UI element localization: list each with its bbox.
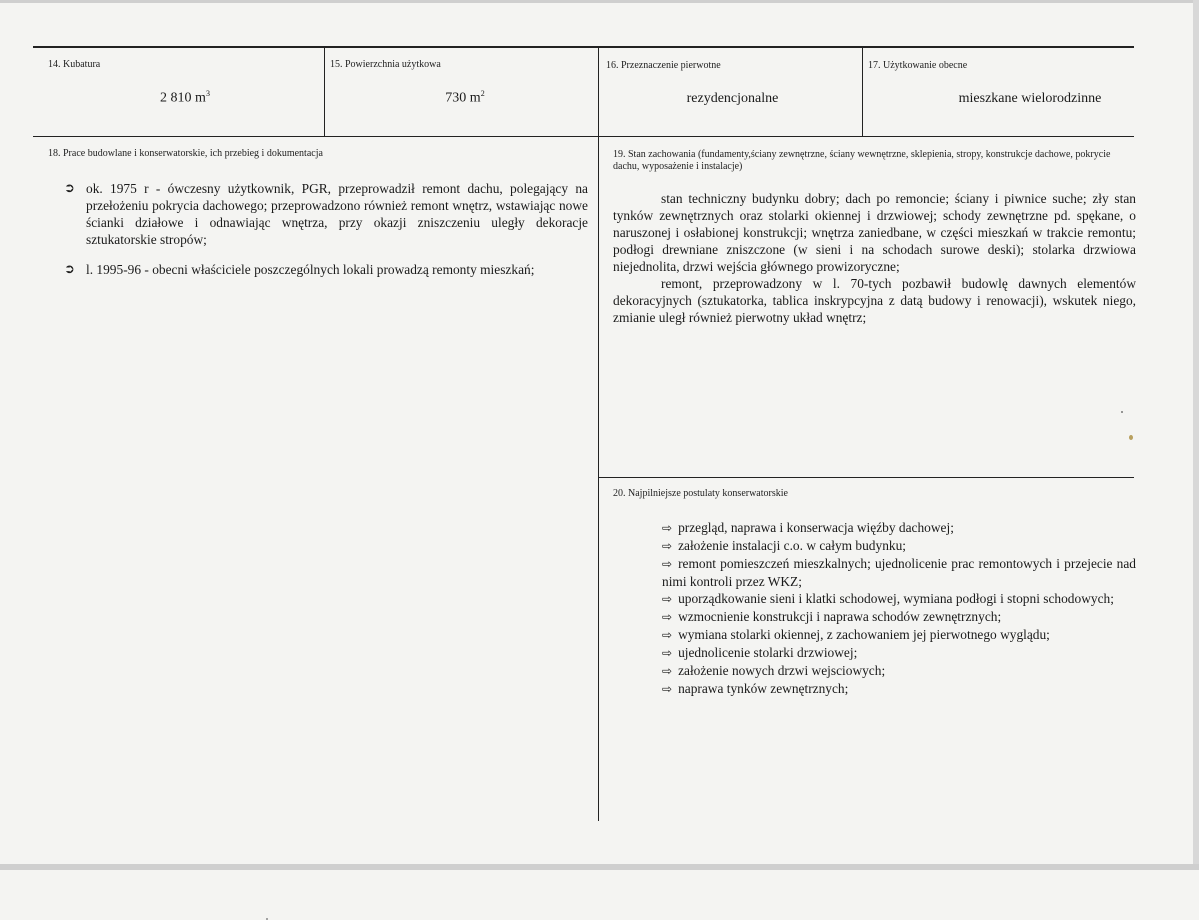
arrow-right-icon: ⇨ [662, 646, 673, 660]
postulat-item [662, 680, 1136, 698]
stan-paragraph: stan techniczny budynku dobry; dach po remoncie; ściany i piwnice suche; zły stan tynków zewnętrznych oraz stolarki okiennej i drzwiowej; schody zewnętrzne pd. spękane, o naruszonej i osłabionej konstrukcji; wnętrza zaniedbane, w części mieszkań w trakcie remontu; podłogi drewniane zniszczone (w sieni i na schodach surowe deski); stolarka drzwiowa niejednolita, drzwi wejścia głównego prowizoryczne; [613, 191, 1136, 274]
postulat-item [662, 608, 1136, 626]
kubatura-label: 14. Kubatura [48, 59, 101, 70]
postulat-item-text: ujednolicenie stolarki drzwiowej; [678, 645, 858, 660]
col-divider-1 [324, 47, 325, 136]
postulat-item [662, 519, 1136, 537]
kubatura-number: 2 810 m [160, 90, 206, 106]
arrow-right-icon: ⇨ [662, 610, 673, 624]
postulat-item-text: wzmocnienie konstrukcji i naprawa schodów zewnętrznych; [678, 609, 1002, 624]
arrow-right-icon: ⇨ [662, 628, 673, 642]
arrow-right-icon: ⇨ [662, 557, 673, 571]
uzytkowanie-label: 17. Użytkowanie obecne [868, 60, 968, 71]
postulat-item [662, 555, 1136, 590]
postulat-item [662, 626, 1136, 644]
page-edge-right [1193, 0, 1199, 870]
prace-list [56, 180, 588, 291]
postulat-item-text: remont pomieszczeń mieszkalnych; ujednolicenie prac remontowych i przejecie nad nimi kontroli przez WKZ; [662, 556, 1136, 589]
bullet-arrow-icon: ➲ [64, 181, 75, 196]
postulat-item-text: uporządkowanie sieni i klatki schodowej, wymiana podłogi i stopni schodowych; [678, 591, 1114, 606]
postulat-item [662, 590, 1136, 608]
bullet-arrow-icon: ➲ [64, 262, 75, 277]
uzytkowanie-value: mieszkane wielorodzinne [958, 91, 1102, 106]
col-divider-2 [598, 47, 599, 821]
stan-text [613, 190, 1136, 326]
postulat-item-text: naprawa tynków zewnętrznych; [678, 681, 849, 696]
postulat-item-text: założenie nowych drzwi wejsciowych; [678, 663, 886, 678]
powierzchnia-unit-exponent: 2 [480, 89, 485, 98]
postulat-item-text: założenie instalacji c.o. w całym budynku; [678, 538, 906, 553]
col-divider-3 [862, 47, 863, 136]
powierzchnia-label: 15. Powierzchnia użytkowa [330, 59, 441, 70]
powierzchnia-number: 730 m [445, 90, 481, 106]
kubatura-unit-exponent: 3 [205, 89, 210, 98]
kubatura-value [130, 89, 240, 107]
prace-label: 18. Prace budowlane i konserwatorskie, ich przebieg i dokumentacja [48, 148, 323, 159]
prace-item-text: ok. 1975 r - ówczesny użytkownik, PGR, przeprowadził remont dachu, polegający na przełożeniu pokrycia dachowego; przeprowadzono również remont wnętrz, wstawiając nowe ścianki działowe i odnawiając wnętrza, przy okazji zniszczeniu uległy dekoracje sztukatorskie stropów; [86, 181, 588, 247]
paper-speck [1121, 411, 1123, 413]
prace-item [56, 261, 588, 278]
page-edge-top [0, 0, 1199, 3]
top-border [33, 46, 1134, 48]
prace-item-text: l. 1995-96 - obecni właściciele poszczególnych lokali prowadzą remonty mieszkań; [86, 262, 535, 277]
page-edge-bottom [0, 864, 1199, 870]
row1-bottom-border [33, 136, 1134, 137]
arrow-right-icon: ⇨ [662, 539, 673, 553]
postulaty-label: 20. Najpilniejsze postulaty konserwatorskie [613, 488, 788, 499]
postulat-item [662, 662, 1136, 680]
arrow-right-icon: ⇨ [662, 592, 673, 606]
postulat-item [662, 537, 1136, 555]
stan-label: 19. Stan zachowania (fundamenty,ściany zewnętrzne, ściany wewnętrzne, sklepienia, stropy, konstrukcje dachowe, pokrycie dachu, wyposażenie i instalacje) [613, 149, 1111, 172]
postulat-item [662, 644, 1136, 662]
paper-speck [1129, 435, 1133, 440]
arrow-right-icon: ⇨ [662, 682, 673, 696]
przeznaczenie-label: 16. Przeznaczenie pierwotne [606, 60, 721, 71]
prace-item [56, 180, 588, 248]
section19-bottom-border [598, 477, 1134, 478]
przeznaczenie-value: rezydencjonalne [686, 91, 779, 106]
postulat-item-text: wymiana stolarki okiennej, z zachowaniem jej pierwotnego wyglądu; [678, 627, 1050, 642]
stan-paragraph: remont, przeprowadzony w l. 70-tych pozbawił budowlę dawnych elementów dekoracyjnych (sztukatorka, tablica inskrypcyjna z datą budowy i renowacji), wskutek niego, zmianie uległ również pierwotny układ wnętrz; [613, 276, 1136, 325]
postulaty-list [662, 519, 1136, 698]
postulat-item-text: przegląd, naprawa i konserwacja więźby dachowej; [678, 520, 954, 535]
powierzchnia-value [410, 89, 520, 107]
arrow-right-icon: ⇨ [662, 521, 673, 535]
arrow-right-icon: ⇨ [662, 664, 673, 678]
